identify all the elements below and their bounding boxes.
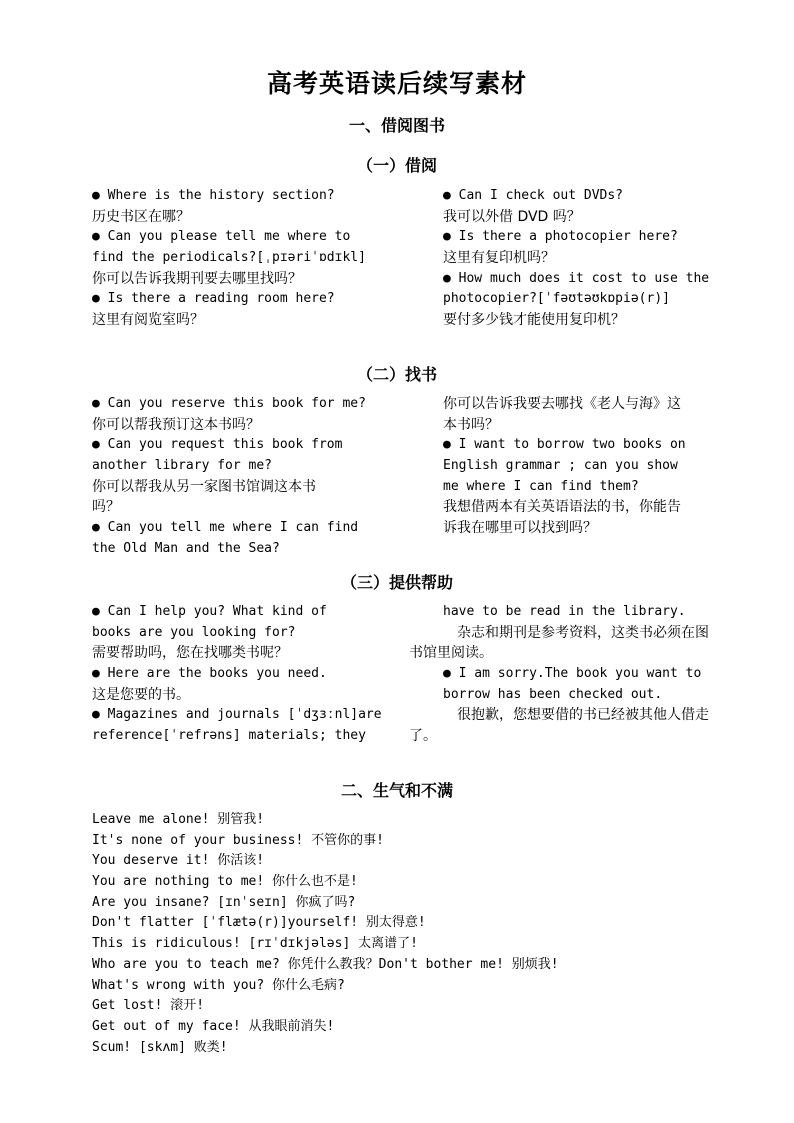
- text-line: photocopier?[ˈfəʊtəʊkɒpiə(r)]: [443, 291, 670, 307]
- sub2-left-column: [92, 394, 392, 560]
- bullet-line: ● I am sorry.The book you want to: [443, 666, 702, 682]
- bullet-line: ● Can you tell me where I can find: [92, 520, 359, 536]
- sub1-heading: （一）借阅: [356, 156, 437, 175]
- text-line: 这里有复印机吗？: [443, 250, 555, 267]
- text-line: 历史书区在哪？: [92, 208, 190, 225]
- phrase-line: It's none of your business! 不管你的事!: [92, 832, 384, 848]
- bullet-line: ● Is there a reading room here?: [92, 291, 335, 307]
- phrase-line: What's wrong with you? 你什么毛病?: [92, 977, 345, 993]
- bullet-line: ● Here are the books you need.: [92, 666, 327, 682]
- phrase-line: Get lost! 滚开!: [92, 998, 205, 1014]
- phrase-line: Are you insane? [ɪnˈseɪn] 你疯了吗?: [92, 894, 356, 910]
- text-line: 很抱歉，您想要借的书已经被其他人借走: [443, 707, 709, 724]
- sub1-right-column: [443, 186, 743, 331]
- sub3-right-column: [409, 602, 743, 747]
- text-line: 你可以告诉我期刊要去哪里找吗？: [92, 270, 302, 287]
- section2-heading: 二、生气和不满: [340, 781, 453, 800]
- bullet-line: ● Can I help you? What kind of: [92, 604, 327, 619]
- phrase-line: This is ridiculous! [rɪˈdɪkjələs] 太离谱了!: [92, 936, 418, 952]
- text-line: have to be read in the library.: [443, 604, 686, 619]
- page-title: 高考英语读后续写素材: [266, 69, 527, 98]
- text-line: 要付多少钱才能使用复印机？: [443, 312, 625, 329]
- bullet-line: ● How much does it cost to use the: [443, 270, 710, 286]
- bullet-line: ● I want to borrow two books on: [443, 437, 686, 453]
- text-line: 需要帮助吗，您在找哪类书呢？: [92, 645, 288, 662]
- text-line: 这是您要的书。: [92, 686, 190, 703]
- phrase-list: [92, 810, 712, 1058]
- text-line: 我想借两本有关英语语法的书，你能告: [443, 499, 681, 516]
- text-line: 杂志和期刊是参考资料，这类书必须在图: [443, 624, 709, 641]
- text-line: 我可以外借 DVD 吗？: [443, 208, 581, 225]
- bullet-line: ● Is there a photocopier here?: [443, 229, 678, 245]
- section1-heading: 一、借阅图书: [348, 116, 445, 135]
- phrase-line: You are nothing to me! 你什么也不是!: [92, 874, 358, 890]
- sub2-heading: （二）找书: [356, 365, 437, 384]
- sub3-left-column: [92, 602, 392, 747]
- phrase-line: You deserve it! 你活该!: [92, 853, 265, 869]
- sub2-right-column: [443, 394, 743, 539]
- sub1-left-column: [92, 186, 392, 331]
- bullet-line: ● Can you request this book from: [92, 437, 343, 453]
- phrase-line: Scum! [skʌm] 败类!: [92, 1039, 228, 1055]
- text-line: the Old Man and the Sea?: [92, 540, 280, 556]
- bullet-line: ● Magazines and journals [ˈdʒɜːnl]are: [92, 707, 382, 723]
- text-line: me where I can find them?: [443, 478, 639, 494]
- text-line: reference[ˈrefrəns] materials; they: [92, 728, 366, 744]
- text-line: 了。: [409, 728, 437, 745]
- text-line: 你可以帮我从另一家图书馆调这本书: [92, 478, 316, 495]
- text-line: borrow has been checked out.: [443, 686, 663, 702]
- text-line: English grammar ; can you show: [443, 458, 678, 474]
- text-line: 诉我在哪里可以找到吗？: [443, 520, 597, 537]
- bullet-line: ● Where is the history section?: [92, 188, 335, 203]
- phrase-line: Get out of my face! 从我眼前消失!: [92, 1018, 335, 1034]
- text-line: find the periodicals?[ˌpɪəriˈɒdɪkl]: [92, 250, 366, 266]
- phrase-line: Don't flatter [ˈflætə(r)]yourself! 别太得意!: [92, 915, 426, 931]
- bullet-line: ● Can you please tell me where to: [92, 229, 351, 245]
- bullet-line: ● Can you reserve this book for me?: [92, 396, 366, 411]
- bullet-line: ● Can I check out DVDs?: [443, 188, 624, 203]
- text-line: 你可以帮我预订这本书吗？: [92, 416, 260, 433]
- text-line: 书馆里阅读。: [409, 645, 493, 662]
- text-line: 吗？: [92, 499, 120, 516]
- text-line: 你可以告诉我要去哪找《老人与海》这: [443, 396, 681, 412]
- phrase-line: Who are you to teach me? 你凭什么教我？Don't bother me! 别烦我!: [92, 956, 559, 972]
- text-line: 本书吗？: [443, 416, 499, 433]
- sub3-heading: （三）提供帮助: [340, 573, 453, 592]
- text-line: books are you looking for?: [92, 624, 296, 640]
- text-line: 这里有阅览室吗？: [92, 312, 204, 329]
- phrase-line: Leave me alone! 别管我!: [92, 812, 265, 827]
- text-line: another library for me?: [92, 458, 273, 474]
